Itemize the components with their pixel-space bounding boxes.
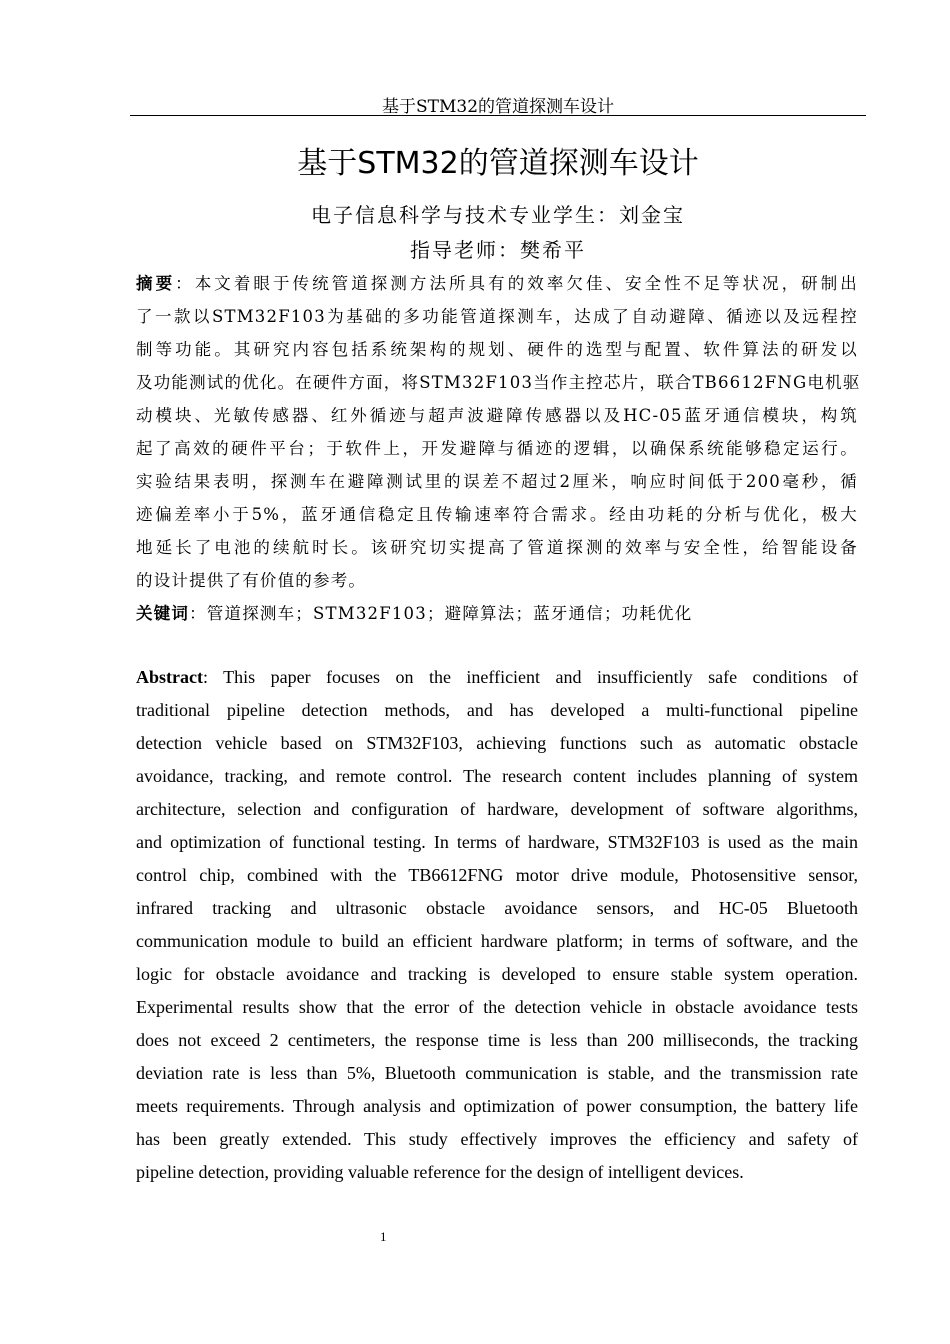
abstract-line-text: ：本文着眼于传统管道探测方法所具有的效率欠佳、安全性不足等状况，研制出: [175, 274, 859, 293]
abstract-line: [136, 436, 858, 469]
abstract-line: [136, 1059, 858, 1092]
english-abstract: [136, 663, 858, 1191]
abstract-line-text: 动模块、光敏传感器、红外循迹与超声波避障传感器以及HC-05蓝牙通信模块，构筑: [136, 406, 858, 425]
abstract-line: [136, 370, 861, 403]
abstract-line-text: 及功能测试的优化。在硬件方面，将STM32F103当作主控芯片，联合TB6612FNG电机驱: [136, 373, 861, 392]
abstract-line: [136, 828, 858, 861]
abstract-line-text: 实验结果表明，探测车在避障测试里的误差不超过2厘米，响应时间低于200毫秒，循: [136, 472, 858, 491]
abstract-line: [136, 894, 858, 927]
abstract-line: [136, 304, 858, 337]
keywords-line: [136, 601, 858, 634]
abstract-line-text: does not exceed 2 centimeters, the response time is less than 200 milliseconds, the tracking: [136, 1030, 858, 1050]
abstract-line-text: pipeline detection, providing valuable reference for the design of intelligent devices.: [136, 1162, 744, 1182]
abstract-line-text: has been greatly extended. This study effectively improves the efficiency and safety of: [136, 1129, 858, 1149]
abstract-line: [136, 795, 858, 828]
abstract-line-text: deviation rate is less than 5%, Bluetooth communication is stable, and the transmission rate: [136, 1063, 858, 1083]
abstract-line-text: infrared tracking and ultrasonic obstacle avoidance sensors, and HC-05 Bluetooth: [136, 898, 858, 918]
abstract-label: Abstract: [136, 667, 203, 687]
abstract-line-text: avoidance, tracking, and remote control. The research content includes planning of system: [136, 766, 858, 786]
abstract-line: [136, 469, 858, 502]
abstract-line-text: 地延长了电池的续航时长。该研究切实提高了管道探测的效率与安全性，给智能设备: [136, 538, 858, 557]
abstract-label: 摘要: [136, 274, 176, 293]
keywords-text: ：管道探测车；STM32F103；避障算法；蓝牙通信；功耗优化: [189, 604, 693, 623]
advisor-line: 指导老师：樊希平: [410, 238, 586, 262]
abstract-line: [136, 861, 858, 894]
abstract-line-text: architecture, selection and configuration of hardware, development of software algorithms,: [136, 799, 858, 819]
abstract-line: [136, 568, 858, 601]
abstract-line-text: communication module to build an efficient hardware platform; in terms of software, and the: [136, 931, 858, 951]
header-divider: [130, 115, 866, 116]
abstract-line-text: detection vehicle based on STM32F103, achieving functions such as automatic obstacle: [136, 733, 858, 753]
chinese-abstract: [136, 271, 861, 634]
abstract-line: [136, 1158, 858, 1191]
running-header: 基于STM32的管道探测车设计: [381, 97, 615, 117]
abstract-line: [136, 1026, 858, 1059]
page-number: 1: [380, 1229, 387, 1244]
abstract-line: [136, 1125, 858, 1158]
abstract-line: [136, 762, 858, 795]
abstract-line: [136, 960, 858, 993]
abstract-line-text: 制等功能。其研究内容包括系统架构的规划、硬件的选型与配置、软件算法的研发以: [136, 340, 858, 359]
abstract-line-text: 起了高效的硬件平台；于软件上，开发避障与循迹的逻辑，以确保系统能够稳定运行。: [136, 439, 858, 458]
abstract-line: [136, 927, 858, 960]
abstract-line-text: : This paper focuses on the inefficient and insufficiently safe conditions of: [202, 667, 858, 687]
abstract-line: [136, 502, 858, 535]
abstract-line-text: 的设计提供了有价值的参考。: [136, 571, 367, 590]
abstract-line: [136, 271, 858, 304]
author-line: 电子信息科学与技术专业学生：刘金宝: [311, 203, 685, 227]
page-title: 基于STM32的管道探测车设计: [297, 146, 699, 181]
abstract-line: [136, 993, 858, 1026]
abstract-line-text: control chip, combined with the TB6612FNG motor drive module, Photosensitive sensor,: [136, 865, 858, 885]
abstract-line-text: meets requirements. Through analysis and optimization of power consumption, the battery life: [136, 1096, 858, 1116]
abstract-line-text: traditional pipeline detection methods, and has developed a multi-functional pipeline: [136, 700, 858, 720]
abstract-line-text: logic for obstacle avoidance and tracking is developed to ensure stable system operation.: [136, 964, 858, 984]
abstract-line: [136, 729, 858, 762]
abstract-line: [136, 535, 858, 568]
abstract-line: [136, 1092, 858, 1125]
abstract-line: [136, 663, 858, 696]
abstract-line-text: and optimization of functional testing. In terms of hardware, STM32F103 is used as the main: [136, 832, 858, 852]
abstract-line-text: 迹偏差率小于5%，蓝牙通信稳定且传输速率符合需求。经由功耗的分析与优化，极大: [136, 505, 858, 524]
abstract-line: [136, 696, 858, 729]
abstract-line: [136, 337, 858, 370]
keywords-label: 关键词: [136, 604, 190, 623]
abstract-line-text: Experimental results show that the error of the detection vehicle in obstacle avoidance tests: [136, 997, 858, 1017]
abstract-line: [136, 403, 858, 436]
abstract-line-text: 了一款以STM32F103为基础的多功能管道探测车，达成了自动避障、循迹以及远程控: [136, 307, 858, 326]
